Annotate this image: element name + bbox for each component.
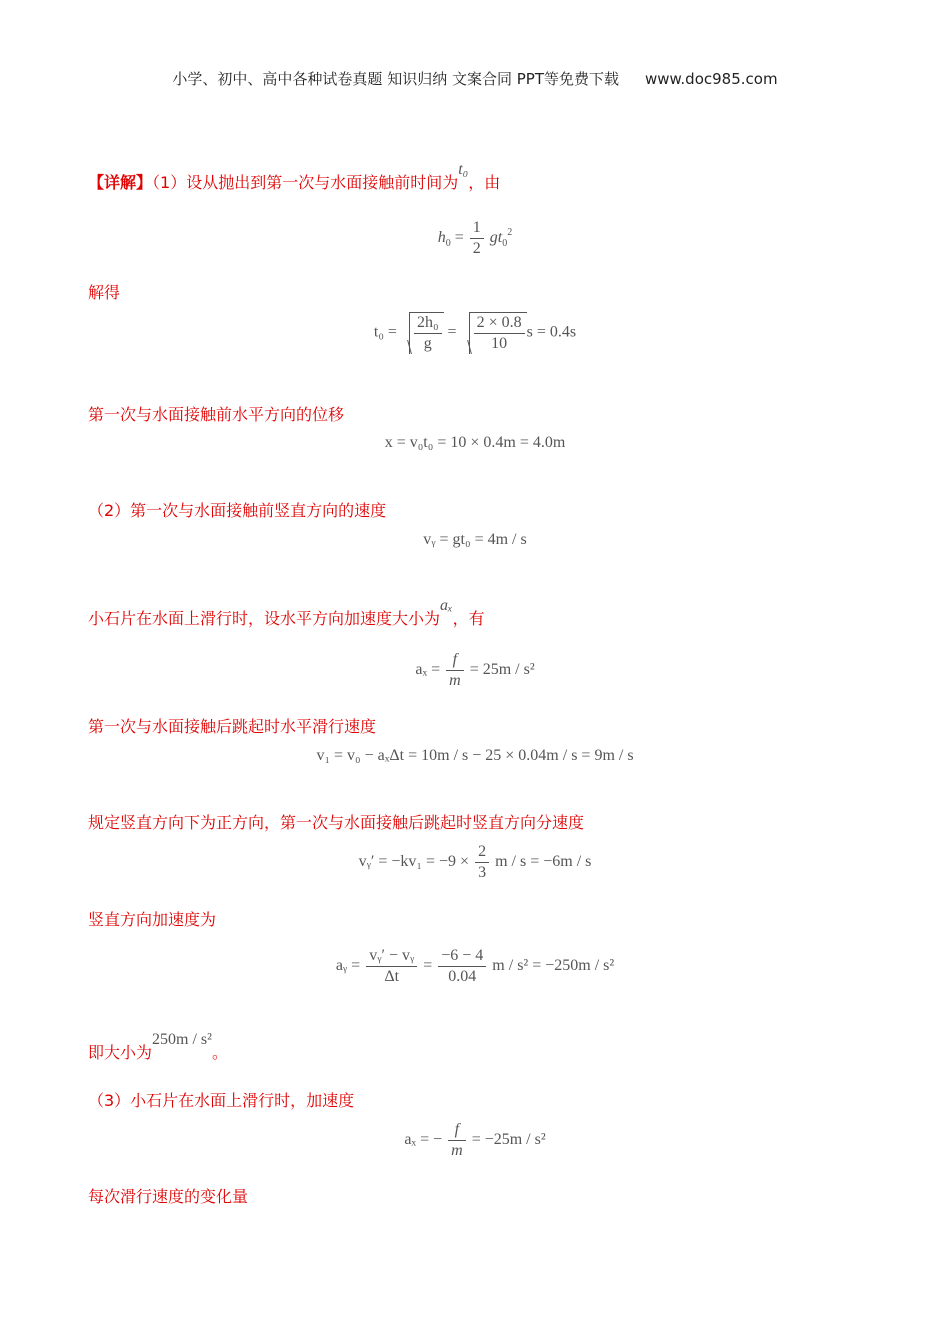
line-detail-intro (88, 161, 501, 193)
t0-var: t₀ (458, 161, 469, 178)
equation-h0: $h_0$ = $\frac{1}{2}$ $gt_0^2$ (437, 219, 513, 257)
e7-rhs: m / s = −6m / s (495, 853, 592, 871)
e2-lhs: t₀ = (373, 323, 397, 341)
e2-den2: 10 (491, 335, 508, 352)
line-vy-prime-intro: 规定竖直方向下为正方向，第一次与水面接触后跳起时竖直方向分速度 (88, 813, 585, 832)
e2-num2: 2 × 0.8 (474, 313, 525, 334)
equation-ax-neg (0, 1120, 950, 1161)
line-horizontal-displacement: 第一次与水面接触前水平方向的位移 (88, 405, 345, 424)
e5-rhs: = 25m / s² (469, 661, 535, 679)
page-header (0, 68, 950, 89)
equation-ax (0, 650, 950, 691)
line-ax-intro (88, 597, 485, 629)
line-magnitude (88, 1031, 228, 1063)
l5-a: 小石片在水面上滑行时，设水平方向加速度大小为 (88, 609, 441, 628)
e8-den1: Δt (384, 968, 400, 985)
ax-var: aₓ (440, 597, 453, 614)
e8-den2: 0.04 (448, 968, 477, 985)
header-url[interactable]: www.doc985.com (644, 70, 778, 88)
e9-rhs: = −25m / s² (471, 1131, 546, 1149)
l9-a: 即大小为 (88, 1043, 153, 1062)
equation-ay: aᵧ = $\frac{\text{vᵧ′ − vᵧ}}{\Delta t}$ = $\frac{-6 - 4}{0.04}$ m / s² = −250m / s² (335, 947, 615, 985)
e5-num: f (446, 650, 464, 671)
e8-num1: vᵧ′ − vᵧ (366, 946, 417, 967)
equation-vy: vᵧ = gt₀ = 4m / s (423, 531, 527, 548)
e9-den: m (451, 1142, 463, 1159)
equation-x: x = v₀t₀ = 10 × 0.4m = 4.0m (384, 434, 566, 451)
equation-vy-prime (0, 842, 950, 883)
e2-num1: 2h₀ (414, 313, 442, 334)
e2-rhs: s = 0.4s (526, 323, 577, 341)
e2-den1: g (423, 335, 432, 352)
e7-den: 3 (478, 864, 487, 881)
e5-lhs: aₓ = (415, 661, 441, 679)
l5-b: ，有 (452, 609, 485, 628)
line-ay-intro: 竖直方向加速度为 (88, 910, 217, 929)
e7-lhs: vᵧ′ = −kv₁ = −9 × (358, 853, 470, 871)
equation-t0: t₀ = $\frac{\text{2h₀}}{g}$ = $\frac{2 \times 0.8}{10}$ s = 0.4s (373, 314, 577, 352)
e8-lhs: aᵧ = (335, 957, 361, 975)
e7-num: 2 (475, 842, 489, 863)
e5-den: m (449, 672, 461, 689)
line-part3: （3）小石片在水面上滑行时，加速度 (88, 1091, 355, 1110)
line-part2: （2）第一次与水面接触前竖直方向的速度 (88, 501, 387, 520)
e8-rhs: m / s² = −250m / s² (492, 957, 615, 975)
detail-text-a: （1）设从抛出到第一次与水面接触前时间为 (152, 173, 459, 192)
header-text: 小学、初中、高中各种试卷真题 知识归纳 文案合同 PPT等免费下载 (172, 70, 619, 88)
e8-num2: −6 − 4 (438, 946, 486, 967)
line-solve: 解得 (88, 283, 121, 302)
l9-val: 250m / s² (152, 1031, 212, 1048)
l9-b: 。 (211, 1043, 228, 1062)
e9-lhs: aₓ = − (404, 1131, 443, 1149)
line-v1-intro: 第一次与水面接触后跳起时水平滑行速度 (88, 717, 377, 736)
e9-num: f (448, 1120, 466, 1141)
equation-v1: v₁ = v₀ − aₓΔt = 10m / s − 25 × 0.04m / s = 9m / s (316, 747, 634, 764)
line-velocity-change: 每次滑行速度的变化量 (88, 1187, 249, 1206)
detail-label: 【详解】 (88, 173, 153, 192)
detail-text-b: ，由 (468, 173, 501, 192)
